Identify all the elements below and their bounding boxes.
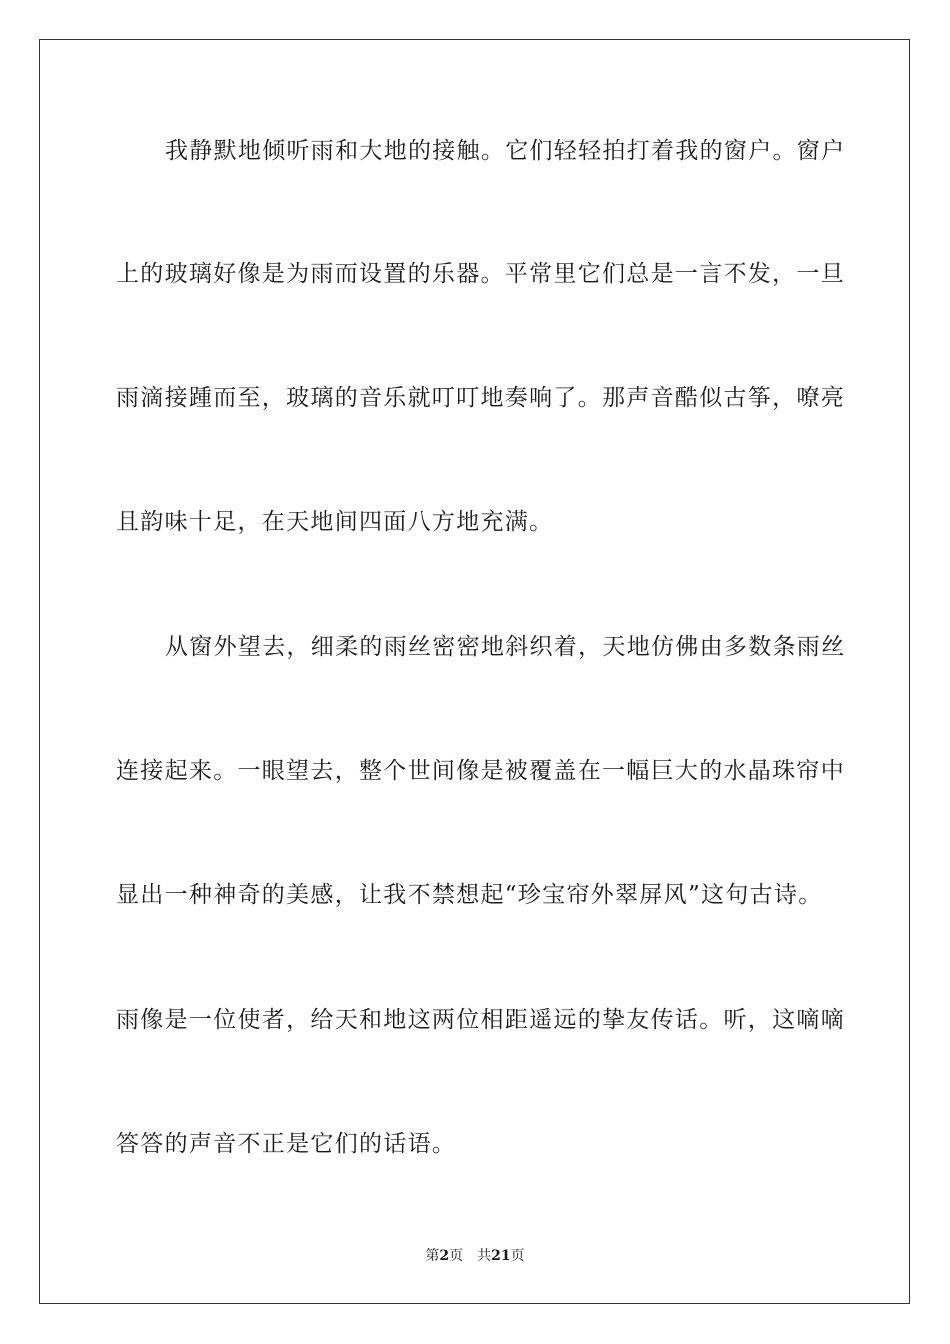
total-suffix: 页 (510, 1248, 525, 1264)
paragraph-2-line-1: 从窗外望去，细柔的雨丝密密地斜织着，天地仿佛由多数条雨丝 (165, 634, 846, 660)
paragraph-1-line-2: 上的玻璃好像是为雨而设置的乐器。平常里它们总是一言不发，一旦 (116, 261, 845, 287)
paragraph-1-line-4: 且韵味十足，在天地间四面八方地充满。 (116, 509, 554, 535)
paragraph-2-line-4: 雨像是一位使者，给天和地这两位相距遥远的挚友传话。听，这嘀嘀 (116, 1007, 845, 1033)
paragraph-1-line-3: 雨滴接踵而至，玻璃的音乐就叮叮地奏响了。那声音酷似古筝，嘹亮 (116, 385, 845, 411)
total-pages: 21 (491, 1248, 511, 1264)
paragraph-1-line-1: 我静默地倾听雨和大地的接触。它们轻轻拍打着我的窗户。窗户 (165, 138, 846, 164)
page-suffix: 页 (449, 1248, 464, 1264)
paragraph-2-line-5: 答答的声音不正是它们的话语。 (116, 1131, 457, 1157)
paragraph-2-line-3: 显出一种神奇的美感，让我不禁想起“珍宝帘外翠屏风”这句古诗。 (116, 882, 823, 908)
page-number: 2 (439, 1248, 450, 1264)
total-prefix: 共 (477, 1248, 492, 1264)
page-border (39, 39, 910, 1304)
page-footer (0, 1247, 950, 1265)
paragraph-2-line-2: 连接起来。一眼望去，整个世间像是被覆盖在一幅巨大的水晶珠帘中 (116, 758, 845, 784)
page-prefix: 第 (425, 1248, 440, 1264)
